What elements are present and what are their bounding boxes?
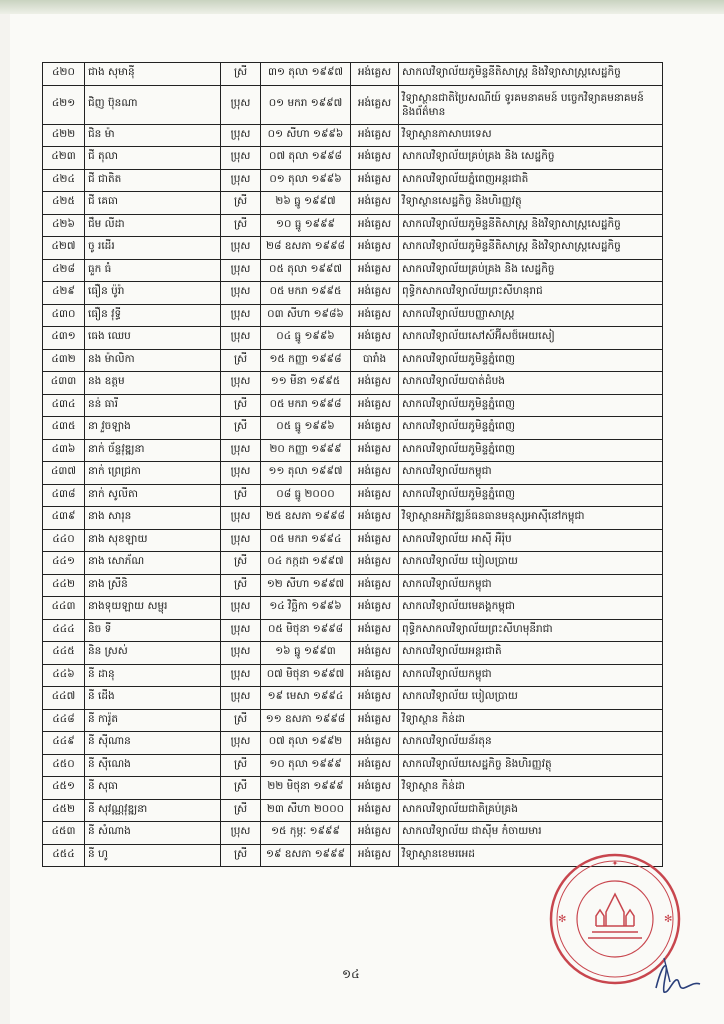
- cell-degree: បារាំង: [351, 349, 399, 372]
- cell-gender: ប្រុស: [221, 462, 261, 485]
- cell-dob: ២៣ សីហា ២០០០: [261, 799, 351, 822]
- cell-no: ៤២៥: [43, 192, 85, 215]
- cell-gender: ស្រី: [221, 394, 261, 417]
- cell-name: នាងទុយឡាយ សម្ផុរ: [85, 597, 221, 620]
- cell-name: ធឿន ប៉ូរ៉ា: [85, 282, 221, 305]
- cell-name: នាង សារុន: [85, 507, 221, 530]
- cell-no: ៤២១: [43, 85, 85, 124]
- table-row: [43, 574, 663, 597]
- cell-gender: ស្រី: [221, 709, 261, 732]
- cell-no: ៤៣៨: [43, 484, 85, 507]
- cell-no: ៤៤៨: [43, 709, 85, 732]
- cell-gender: ប្រុស: [221, 687, 261, 710]
- table-row: [43, 169, 663, 192]
- cell-school: សាកលវិទ្យាល័យអន្តរជាតិ: [399, 642, 663, 665]
- cell-degree: អង់គ្លេស: [351, 439, 399, 462]
- table-row: [43, 687, 663, 710]
- cell-name: ជី គេធា: [85, 192, 221, 215]
- cell-school: សាកលវិទ្យាល័យជាតិគ្រប់គ្រង: [399, 799, 663, 822]
- cell-school: សាកលវិទ្យាល័យកម្ពុជា: [399, 664, 663, 687]
- cell-gender: ស្រី: [221, 574, 261, 597]
- cell-name: ធួក ធំ: [85, 259, 221, 282]
- cell-school: វិទ្យាស្ថាន កិន់ដា: [399, 777, 663, 800]
- svg-text:✦: ✦: [611, 859, 619, 868]
- cell-dob: ២៦ ធ្នូ ១៩៩៧: [261, 192, 351, 215]
- cell-dob: ០៥ ធ្នូ ១៩៩៦: [261, 417, 351, 440]
- cell-gender: ប្រុស: [221, 822, 261, 845]
- cell-school: សាកលវិទ្យាល័យកម្ពុជា: [399, 462, 663, 485]
- cell-dob: ០១ សីហា ១៩៩៦: [261, 124, 351, 147]
- cell-gender: ប្រុស: [221, 529, 261, 552]
- cell-no: ៤៤៤: [43, 619, 85, 642]
- cell-gender: ប្រុស: [221, 664, 261, 687]
- cell-no: ៤៥៣: [43, 822, 85, 845]
- cell-name: នី សុវណ្ណវុឌ្ឍនា: [85, 799, 221, 822]
- cell-no: ៤២៨: [43, 259, 85, 282]
- cell-dob: ១៩ ឧសភា ១៩៩៩: [261, 844, 351, 867]
- cell-school: សាកលវិទ្យាល័យភូមិន្ទភ្នំពេញ: [399, 439, 663, 462]
- cell-name: នី សំណាង: [85, 822, 221, 845]
- cell-dob: ០៤ កក្កដា ១៩៩៧: [261, 552, 351, 575]
- cell-school: សាកលវិទ្យាល័យភូមិន្ទភ្នំពេញ: [399, 394, 663, 417]
- cell-no: ៤៣៩: [43, 507, 85, 530]
- cell-name: ចូ រដើរ: [85, 237, 221, 260]
- cell-degree: អង់គ្លេស: [351, 619, 399, 642]
- cell-school: សាកលវិទ្យាល័យភូមិន្ទភ្នំពេញ: [399, 349, 663, 372]
- cell-gender: ប្រុស: [221, 85, 261, 124]
- cell-name: នង ម៉ាលិកា: [85, 349, 221, 372]
- table-row: [43, 417, 663, 440]
- table-row: [43, 664, 663, 687]
- cell-no: ៤៤៣: [43, 597, 85, 620]
- cell-dob: ១០ តុលា ១៩៩៩: [261, 754, 351, 777]
- cell-no: ៤៥៤: [43, 844, 85, 867]
- cell-name: នី ការ៉ូត: [85, 709, 221, 732]
- cell-degree: អង់គ្លេស: [351, 574, 399, 597]
- cell-dob: ២៨ ឧសភា ១៩៩៨: [261, 237, 351, 260]
- cell-dob: ១០ ធ្នូ ១៩៩៩: [261, 214, 351, 237]
- table-row: [43, 124, 663, 147]
- cell-gender: ស្រី: [221, 777, 261, 800]
- cell-name: ជី តុលា: [85, 147, 221, 170]
- candidate-table: [42, 62, 663, 867]
- cell-no: ៤២៣: [43, 147, 85, 170]
- cell-degree: អង់គ្លេស: [351, 372, 399, 395]
- cell-dob: ១៩ មេសា ១៩៩៤: [261, 687, 351, 710]
- cell-no: ៤២៤: [43, 169, 85, 192]
- cell-dob: ០៧ តុលា ១៩៩៨: [261, 147, 351, 170]
- cell-school: វិទ្យាស្ថានភាសាបរទេស: [399, 124, 663, 147]
- cell-no: ៤៣១: [43, 327, 85, 350]
- table-row: [43, 282, 663, 305]
- cell-name: នី សុធា: [85, 777, 221, 800]
- cell-degree: អង់គ្លេស: [351, 259, 399, 282]
- cell-gender: ស្រី: [221, 552, 261, 575]
- cell-degree: អង់គ្លេស: [351, 597, 399, 620]
- cell-dob: ០៧ តុលា ១៩៩២: [261, 732, 351, 755]
- cell-no: ៤៣២: [43, 349, 85, 372]
- cell-degree: អង់គ្លេស: [351, 484, 399, 507]
- cell-dob: ១១ តុលា ១៩៩៧: [261, 462, 351, 485]
- cell-gender: ស្រី: [221, 63, 261, 86]
- cell-degree: អង់គ្លេស: [351, 327, 399, 350]
- cell-degree: អង់គ្លេស: [351, 304, 399, 327]
- cell-name: នី ស៊ីណេង: [85, 754, 221, 777]
- cell-degree: អង់គ្លេស: [351, 394, 399, 417]
- cell-school: សាកលវិទ្យាល័យ បៀលប្រាយ: [399, 687, 663, 710]
- cell-no: ៤២០: [43, 63, 85, 86]
- cell-dob: ០៨ ធ្នូ ២០០០: [261, 484, 351, 507]
- cell-degree: អង់គ្លេស: [351, 192, 399, 215]
- cell-name: នី ដើង: [85, 687, 221, 710]
- cell-dob: ០៥ មិថុនា ១៩៩៨: [261, 619, 351, 642]
- cell-degree: អង់គ្លេស: [351, 822, 399, 845]
- cell-school: សាកលវិទ្យាល័យបាត់ដំបង: [399, 372, 663, 395]
- cell-school: សាកលវិទ្យាល័យភូមិន្ទភ្នំពេញ: [399, 417, 663, 440]
- cell-degree: អង់គ្លេស: [351, 709, 399, 732]
- cell-name: នាង ស្រីនិ: [85, 574, 221, 597]
- cell-school: សាកលវិទ្យាល័យគ្រប់គ្រង និង សេដ្ឋកិច្ច: [399, 147, 663, 170]
- cell-no: ៤២២: [43, 124, 85, 147]
- cell-gender: ប្រុស: [221, 439, 261, 462]
- table-row: [43, 192, 663, 215]
- cell-gender: ប្រុស: [221, 732, 261, 755]
- cell-dob: ៣១ តុលា ១៩៩៧: [261, 63, 351, 86]
- cell-degree: អង់គ្លេស: [351, 63, 399, 86]
- cell-dob: ២០ កញ្ញា ១៩៩៩: [261, 439, 351, 462]
- cell-dob: ០៥ មករា ១៩៩៥: [261, 282, 351, 305]
- cell-gender: ប្រុស: [221, 619, 261, 642]
- cell-dob: ១១ មីនា ១៩៩៥: [261, 372, 351, 395]
- cell-dob: ១៦ ធ្នូ ១៩៩៣: [261, 642, 351, 665]
- scan-top-band: [0, 0, 724, 14]
- table-row: [43, 327, 663, 350]
- cell-school: សាកលវិទ្យាល័យ អាស៊ី អឺរ៉ុប: [399, 529, 663, 552]
- table-row: [43, 237, 663, 260]
- cell-name: ធឿន វុទ្ធី: [85, 304, 221, 327]
- cell-gender: ស្រី: [221, 349, 261, 372]
- cell-gender: ស្រី: [221, 844, 261, 867]
- cell-degree: អង់គ្លេស: [351, 417, 399, 440]
- cell-dob: ២២ មិថុនា ១៩៩៩: [261, 777, 351, 800]
- svg-text:✻: ✻: [558, 914, 567, 925]
- cell-no: ៤៣៣: [43, 372, 85, 395]
- cell-no: ៤៣៥: [43, 417, 85, 440]
- cell-no: ៤២៦: [43, 214, 85, 237]
- cell-name: នាង សោភ័ណ: [85, 552, 221, 575]
- table-row: [43, 529, 663, 552]
- table-row: [43, 304, 663, 327]
- cell-name: និច ទី: [85, 619, 221, 642]
- cell-no: ៤៥១: [43, 777, 85, 800]
- cell-degree: អង់គ្លេស: [351, 237, 399, 260]
- cell-no: ៤៥០: [43, 754, 85, 777]
- cell-no: ៤៣៧: [43, 462, 85, 485]
- cell-name: នា វួចឡាង: [85, 417, 221, 440]
- cell-no: ៤៤៧: [43, 687, 85, 710]
- cell-degree: អង់គ្លេស: [351, 777, 399, 800]
- cell-name: នាក់ ព្រេជ្រកា: [85, 462, 221, 485]
- cell-degree: អង់គ្លេស: [351, 147, 399, 170]
- table-row: [43, 462, 663, 485]
- cell-degree: អង់គ្លេស: [351, 214, 399, 237]
- cell-degree: អង់គ្លេស: [351, 687, 399, 710]
- table-row: [43, 85, 663, 124]
- table-row: [43, 777, 663, 800]
- cell-degree: អង់គ្លេស: [351, 169, 399, 192]
- cell-school: វិទ្យាស្ថានអភិវឌ្ឍន៍ធនធានមនុស្សអាស៊ីនៅកម្ពុជា: [399, 507, 663, 530]
- cell-dob: ២៥ ឧសភា ១៩៩៨: [261, 507, 351, 530]
- cell-no: ៤២៧: [43, 237, 85, 260]
- cell-name: ធេង ឈេប: [85, 327, 221, 350]
- cell-school: សាកលវិទ្យាល័យសៅស៍អ៊ីសថ៍អេយសៀ: [399, 327, 663, 350]
- cell-school: សាកលវិទ្យាល័យកម្ពុជា: [399, 574, 663, 597]
- cell-dob: ០៥ តុលា ១៩៩៧: [261, 259, 351, 282]
- cell-gender: ប្រុស: [221, 597, 261, 620]
- cell-school: សាកលវិទ្យាល័យភូមិន្ទភ្នំពេញ: [399, 484, 663, 507]
- signature-icon: [650, 952, 706, 1002]
- table-row: [43, 439, 663, 462]
- cell-school: សាកលវិទ្យាល័យបញ្ញាសាស្ត្រ: [399, 304, 663, 327]
- page-number: ១៤: [342, 967, 360, 981]
- cell-gender: ប្រុស: [221, 642, 261, 665]
- cell-degree: អង់គ្លេស: [351, 844, 399, 867]
- table-row: [43, 147, 663, 170]
- cell-no: ៤៤៦: [43, 664, 85, 687]
- cell-school: សាកលវិទ្យាល័យសេដ្ឋកិច្ច និងហិរញ្ញវត្ថុ: [399, 754, 663, 777]
- cell-school: សាកលវិទ្យាល័យភូមិន្ទនីតិសាស្ត្រ និងវិទ្យាសាស្ត្រសេដ្ឋកិច្ច: [399, 237, 663, 260]
- cell-school: សាកលវិទ្យាល័យគ្រប់គ្រង និង សេដ្ឋកិច្ច: [399, 259, 663, 282]
- table-row: [43, 349, 663, 372]
- cell-gender: ប្រុស: [221, 237, 261, 260]
- cell-gender: ប្រុស: [221, 304, 261, 327]
- cell-degree: អង់គ្លេស: [351, 799, 399, 822]
- cell-degree: អង់គ្លេស: [351, 507, 399, 530]
- cell-name: នី ដានុ: [85, 664, 221, 687]
- cell-degree: អង់គ្លេស: [351, 529, 399, 552]
- cell-name: នាង សុខឡាយ: [85, 529, 221, 552]
- cell-school: សាកលវិទ្យាល័យ បៀលប្រាយ: [399, 552, 663, 575]
- cell-degree: អង់គ្លេស: [351, 552, 399, 575]
- cell-no: ៤៤២: [43, 574, 85, 597]
- cell-name: នី ហូ: [85, 844, 221, 867]
- cell-dob: ១១ ឧសភា ១៩៩៨: [261, 709, 351, 732]
- cell-gender: ស្រី: [221, 754, 261, 777]
- cell-name: ជាង សុមាន៉ី: [85, 63, 221, 86]
- cell-dob: ១២ សីហា ១៩៩៧: [261, 574, 351, 597]
- table-row: [43, 754, 663, 777]
- cell-degree: អង់គ្លេស: [351, 664, 399, 687]
- cell-name: ជឹម លីដា: [85, 214, 221, 237]
- cell-school: ពុទ្ធិកសាកលវិទ្យាល័យព្រះសីហនុរាជ: [399, 282, 663, 305]
- cell-dob: ០១ តុលា ១៩៩៦: [261, 169, 351, 192]
- table-row: [43, 822, 663, 845]
- cell-dob: ០៤ ធ្នូ ១៩៩៦: [261, 327, 351, 350]
- table-row: [43, 799, 663, 822]
- cell-degree: អង់គ្លេស: [351, 642, 399, 665]
- cell-school: សាកលវិទ្យាល័យភូមិន្ទនីតិសាស្ត្រ និងវិទ្យាសាស្ត្រសេដ្ឋកិច្ច: [399, 214, 663, 237]
- cell-school: សាកលវិទ្យាល័យ ជាស៊ីម កំចាយមារ: [399, 822, 663, 845]
- cell-school: សាកលវិទ្យាល័យភ្នំពេញអន្តរជាតិ: [399, 169, 663, 192]
- cell-school: សាកលវិទ្យាល័យមេគង្គកម្ពុជា: [399, 597, 663, 620]
- cell-school: សាកលវិទ្យាល័យភូមិន្ទនីតិសាស្ត្រ និងវិទ្យាសាស្ត្រសេដ្ឋកិច្ច: [399, 63, 663, 86]
- table-row: [43, 484, 663, 507]
- cell-no: ៤៤៩: [43, 732, 85, 755]
- cell-no: ៤៣៤: [43, 394, 85, 417]
- cell-name: នង ឧត្តម: [85, 372, 221, 395]
- cell-school: វិទ្យាស្ថានជាតិប្រៃសណីយ៍ ទូរគមនាគមន៍ បច្ចេកវិទ្យាគមនាគមន៍ និងព័ត៌មាន: [399, 85, 663, 124]
- cell-gender: ស្រី: [221, 417, 261, 440]
- candidate-table-body: [43, 63, 663, 867]
- cell-dob: ០៥ មករា ១៩៩៤: [261, 529, 351, 552]
- cell-dob: ០៧ មិថុនា ១៩៩៧: [261, 664, 351, 687]
- cell-name: នាក់ ច័ន្ទវុឌ្ឍនា: [85, 439, 221, 462]
- cell-no: ៤២៩: [43, 282, 85, 305]
- table-row: [43, 394, 663, 417]
- cell-name: ជិញ ប៊ុនណា: [85, 85, 221, 124]
- cell-gender: ប្រុស: [221, 327, 261, 350]
- cell-no: ៤៤៥: [43, 642, 85, 665]
- cell-gender: ប្រុស: [221, 259, 261, 282]
- cell-name: នី ស៊ីណាន: [85, 732, 221, 755]
- table-row: [43, 259, 663, 282]
- table-row: [43, 372, 663, 395]
- table-row: [43, 63, 663, 86]
- cell-no: ៤៣០: [43, 304, 85, 327]
- table-row: [43, 507, 663, 530]
- cell-no: ៤៣៦: [43, 439, 85, 462]
- cell-degree: អង់គ្លេស: [351, 732, 399, 755]
- cell-dob: ១៥ កញ្ញា ១៩៩៨: [261, 349, 351, 372]
- cell-gender: ប្រុស: [221, 282, 261, 305]
- cell-name: ជី ជាតិត: [85, 169, 221, 192]
- cell-school: វិទ្យាស្ថានខេមរអេដ: [399, 844, 663, 867]
- cell-degree: អង់គ្លេស: [351, 124, 399, 147]
- cell-gender: ប្រុស: [221, 372, 261, 395]
- cell-name: នាក់ សូលីតា: [85, 484, 221, 507]
- cell-no: ៤៤១: [43, 552, 85, 575]
- cell-school: ពុទ្ធិកសាកលវិទ្យាល័យព្រះសីហមុនីរាជា: [399, 619, 663, 642]
- cell-name: និន ស្រស់: [85, 642, 221, 665]
- svg-text:✻: ✻: [664, 914, 673, 925]
- cell-degree: អង់គ្លេស: [351, 85, 399, 124]
- cell-no: ៤៥២: [43, 799, 85, 822]
- cell-gender: ស្រី: [221, 484, 261, 507]
- cell-gender: ប្រុស: [221, 147, 261, 170]
- cell-school: សាកលវិទ្យាល័យន័រតុន: [399, 732, 663, 755]
- cell-gender: ស្រី: [221, 192, 261, 215]
- table-row: [43, 732, 663, 755]
- table-row: [43, 642, 663, 665]
- cell-school: វិទ្យាស្ថានសេដ្ឋកិច្ច និងហិរញ្ញវត្ថុ: [399, 192, 663, 215]
- cell-gender: ស្រី: [221, 214, 261, 237]
- cell-gender: ប្រុស: [221, 169, 261, 192]
- cell-name: នន់ ធារី: [85, 394, 221, 417]
- table-row: [43, 597, 663, 620]
- cell-degree: អង់គ្លេស: [351, 462, 399, 485]
- cell-name: ជិន ម៉ា: [85, 124, 221, 147]
- cell-gender: ប្រុស: [221, 507, 261, 530]
- cell-dob: ១៤ វិច្ឆិកា ១៩៩៦: [261, 597, 351, 620]
- table-row: [43, 552, 663, 575]
- cell-degree: អង់គ្លេស: [351, 754, 399, 777]
- cell-school: វិទ្យាស្ថាន កិន់ដា: [399, 709, 663, 732]
- cell-dob: ០៣ សីហា ១៩៨៦: [261, 304, 351, 327]
- cell-degree: អង់គ្លេស: [351, 282, 399, 305]
- table-row: [43, 709, 663, 732]
- cell-gender: ស្រី: [221, 799, 261, 822]
- cell-gender: ប្រុស: [221, 124, 261, 147]
- table-row: [43, 214, 663, 237]
- table-row: [43, 619, 663, 642]
- cell-dob: ០១ មករា ១៩៩៧: [261, 85, 351, 124]
- cell-no: ៤៤០: [43, 529, 85, 552]
- cell-dob: ០៥ មករា ១៩៩៨: [261, 394, 351, 417]
- cell-dob: ១៥ កុម្ភៈ ១៩៩៩: [261, 822, 351, 845]
